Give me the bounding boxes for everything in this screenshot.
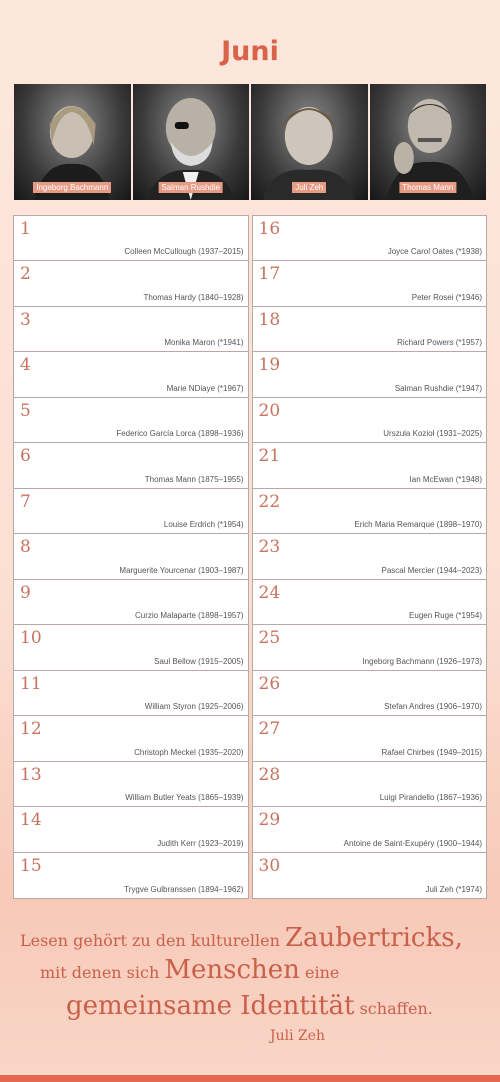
day-number: 19 — [258, 355, 281, 376]
calendar-day-cell — [14, 352, 248, 397]
calendar-column-right — [252, 215, 488, 899]
quote-emphasis: Zaubertricks, — [284, 923, 463, 953]
day-number: 1 — [20, 219, 31, 239]
calendar-day-cell — [253, 352, 487, 397]
author-birthday-label: Colleen McCullough (1937–2015) — [124, 247, 244, 257]
quote-emphasis: Menschen — [164, 955, 300, 985]
quote-text: schaffen. — [354, 999, 433, 1018]
author-birthday-label: Juli Zeh (*1974) — [425, 885, 482, 895]
day-number: 3 — [20, 309, 31, 330]
calendar-column-left — [13, 215, 249, 899]
calendar-day-cell — [253, 716, 487, 761]
author-birthday-label: Eugen Ruge (*1954) — [409, 611, 482, 621]
author-birthday-label: Monika Maron (*1941) — [164, 338, 244, 348]
author-photo — [133, 84, 250, 200]
author-photo — [251, 84, 368, 200]
calendar-day-cell — [253, 216, 487, 261]
day-number: 25 — [258, 628, 281, 649]
calendar-day-cell — [253, 671, 487, 716]
author-photo — [14, 84, 131, 200]
day-number: 13 — [20, 764, 42, 785]
day-number: 26 — [258, 673, 281, 694]
photo-caption: Thomas Mann — [399, 182, 456, 193]
day-number: 30 — [258, 855, 281, 876]
quote-author: Juli Zeh — [270, 1028, 326, 1044]
author-birthday-label: Ingeborg Bachmann (1926–1973) — [362, 656, 482, 666]
calendar-day-cell — [253, 762, 487, 807]
calendar-day-cell — [14, 762, 248, 807]
day-number: 15 — [20, 855, 42, 876]
calendar-day-cell — [253, 580, 487, 625]
day-number: 22 — [258, 491, 281, 512]
calendar-day-cell — [14, 853, 248, 898]
calendar-day-cell — [14, 443, 248, 488]
calendar-day-cell — [253, 307, 487, 352]
quote-line-2 — [40, 955, 339, 985]
calendar-day-cell — [253, 443, 487, 488]
day-number: 8 — [20, 537, 31, 558]
author-birthday-label: Ian McEwan (*1948) — [409, 474, 482, 484]
day-number: 12 — [20, 719, 42, 740]
calendar-day-cell — [14, 534, 248, 579]
calendar-day-cell — [14, 625, 248, 670]
day-number: 11 — [20, 673, 42, 694]
calendar-day-cell — [14, 580, 248, 625]
day-number: 28 — [258, 764, 281, 785]
calendar-day-cell — [253, 398, 487, 443]
author-birthday-label: Antoine de Saint-Exupéry (1900–1944) — [343, 838, 482, 848]
day-number: 6 — [20, 446, 31, 467]
day-number: 29 — [258, 810, 281, 831]
calendar-day-cell — [14, 807, 248, 852]
author-birthday-label: Pascal Mercier (1944–2023) — [381, 565, 482, 575]
calendar-day-cell — [253, 625, 487, 670]
author-birthday-label: Trygve Gulbranssen (1894–1962) — [124, 885, 244, 895]
author-photo — [370, 84, 487, 200]
month-title: Juni — [221, 36, 279, 67]
calendar-day-cell — [14, 216, 248, 261]
day-number: 10 — [20, 628, 42, 649]
author-birthday-label: Marie NDiaye (*1967) — [166, 383, 244, 393]
calendar-day-cell — [253, 853, 487, 898]
calendar-day-cell — [14, 398, 248, 443]
author-birthday-label: Richard Powers (*1957) — [397, 338, 482, 348]
day-number: 9 — [20, 582, 31, 603]
day-number: 24 — [258, 582, 281, 603]
calendar-day-cell — [253, 489, 487, 534]
quote-emphasis: gemeinsame Identität — [66, 991, 355, 1021]
calendar-day-cell — [14, 489, 248, 534]
calendar-day-cell — [14, 716, 248, 761]
author-birthday-label: Erich Maria Remarque (1898–1970) — [354, 520, 482, 530]
bottom-accent-bar — [0, 1075, 500, 1082]
quote-text: mit denen sich — [40, 963, 165, 982]
photo-caption: Salman Rushdie — [158, 182, 223, 193]
calendar-day-cell — [253, 807, 487, 852]
author-birthday-label: William Styron (1925–2006) — [144, 702, 244, 712]
author-birthday-label: William Butler Yeats (1865–1939) — [125, 793, 244, 803]
author-birthday-label: Thomas Hardy (1840–1928) — [143, 292, 244, 302]
day-number: 7 — [20, 491, 31, 512]
author-birthday-label: Stefan Andres (1906–1970) — [384, 702, 482, 712]
day-number: 14 — [20, 810, 42, 831]
day-number: 17 — [258, 264, 281, 285]
author-birthday-label: Judith Kerr (1923–2019) — [157, 838, 244, 848]
day-number: 23 — [258, 537, 281, 558]
author-birthday-label: Thomas Mann (1875–1955) — [144, 474, 244, 484]
quote-line-3 — [66, 991, 433, 1021]
day-number: 27 — [258, 719, 281, 740]
author-birthday-label: Curzio Malaparte (1898–1957) — [134, 611, 244, 621]
calendar-day-cell — [14, 671, 248, 716]
day-number: 20 — [258, 400, 281, 421]
calendar-day-cell — [253, 534, 487, 579]
day-number: 5 — [20, 400, 31, 421]
quote-block — [0, 915, 500, 1055]
author-birthday-label: Federico García Lorca (1898–1936) — [116, 429, 244, 439]
quote-text: eine — [299, 963, 340, 982]
calendar-grid — [13, 215, 487, 899]
author-birthday-label: Luigi Pirandello (1867–1936) — [379, 793, 482, 803]
author-birthday-label: Saul Bellow (1915–2005) — [154, 656, 244, 666]
author-birthday-label: Louise Erdrich (*1954) — [163, 520, 244, 530]
quote-line-1 — [20, 923, 463, 953]
quote-text: Lesen gehört zu den kulturellen — [20, 931, 285, 950]
calendar-day-cell — [14, 307, 248, 352]
photo-caption: Ingeborg Bachmann — [33, 182, 111, 193]
author-birthday-label: Joyce Carol Oates (*1938) — [387, 247, 482, 257]
author-birthday-label: Peter Rosei (*1946) — [411, 292, 482, 302]
author-birthday-label: Salman Rushdie (*1947) — [394, 383, 482, 393]
day-number: 21 — [258, 446, 281, 467]
day-number: 4 — [20, 355, 31, 376]
author-birthday-label: Marguerite Yourcenar (1903–1987) — [119, 565, 244, 575]
author-photo-strip — [14, 84, 486, 200]
day-number: 18 — [258, 309, 281, 330]
photo-caption: Juli Zeh — [292, 182, 326, 193]
author-birthday-label: Christoph Meckel (1935–2020) — [134, 747, 244, 757]
calendar-day-cell — [253, 261, 487, 306]
day-number: 16 — [258, 219, 281, 239]
calendar-day-cell — [14, 261, 248, 306]
author-birthday-label: Rafael Chirbes (1949–2015) — [381, 747, 482, 757]
author-birthday-label: Urszula Kozioł (1931–2025) — [383, 429, 482, 439]
day-number: 2 — [20, 264, 31, 285]
